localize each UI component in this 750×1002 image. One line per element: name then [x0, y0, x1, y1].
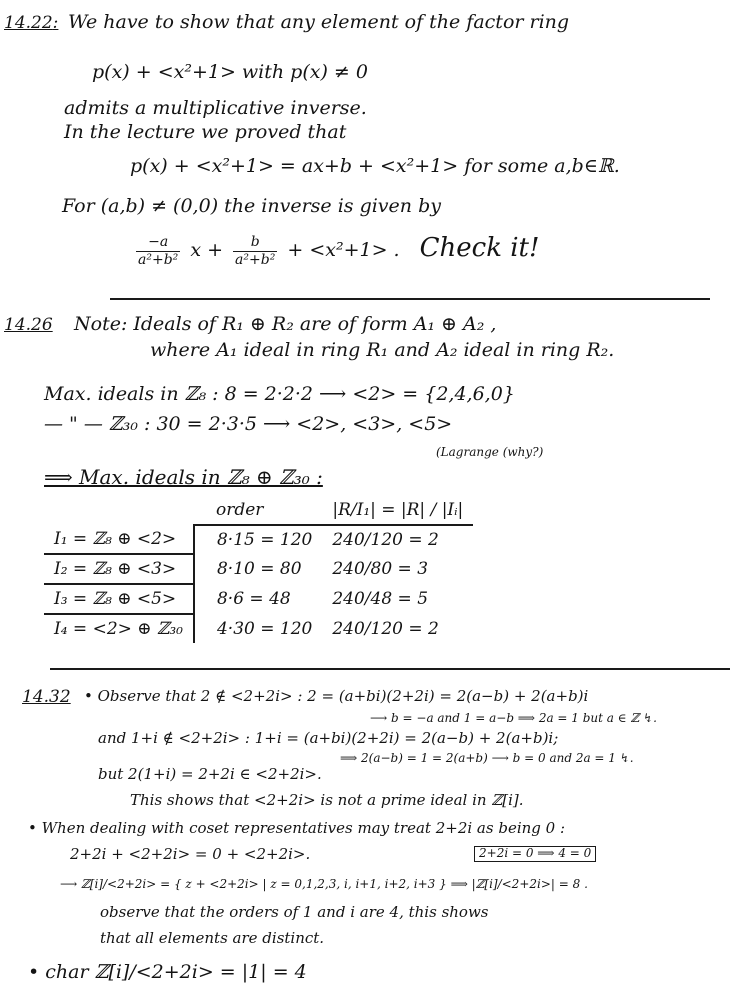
- exercise-number-1422: 14.22:: [4, 13, 59, 33]
- table-cell-order: 4·30 = 120: [194, 614, 322, 643]
- ex1432-line-10: • char ℤ[i]/<2+2i> = |1| = 4: [28, 961, 307, 983]
- table-cell-order: 8·6 = 48: [194, 584, 322, 614]
- ex1432-line-9: that all elements are distinct.: [100, 929, 325, 947]
- ex1426-note-line-1: Note: Ideals of R₁ ⊕ R₂ are of form A₁ ⊕ A₂ ,: [74, 313, 497, 335]
- table-cell-ideal: I₃ = ℤ₈ ⊕ <5>: [44, 584, 194, 614]
- ideals-table: [44, 496, 473, 643]
- divider-1: [110, 298, 710, 300]
- ex1422-inverse-formula: $\frac{-a}{\text{a²+b²}}$ x + $\frac{b}{\text{a²+b²}}$ + <x²+1> . Check it!: [138, 233, 540, 268]
- ex1432-line-3: but 2(1+i) = 2+2i ∈ <2+2i>.: [98, 765, 322, 783]
- fraction-1: $\frac{-a}{\text{a²+b²}}$: [138, 234, 179, 268]
- ex1432-line-8: observe that the orders of 1 and i are 4, this shows: [100, 903, 489, 921]
- ex1432-line-5: • When dealing with coset representatives may treat 2+2i as being 0 :: [28, 819, 566, 837]
- table-row: [44, 525, 473, 554]
- table-cell-order: 8·10 = 80: [194, 554, 322, 584]
- ex1422-line-5: p(x) + <x²+1> = ax+b + <x²+1> for some a,b∈ℝ.: [130, 155, 620, 177]
- ex1432-line-7: ⟶ ℤ[i]/<2+2i> = { z + <2+2i> | z = 0,1,2,3, i, i+1, i+2, i+3 } ⟹ |ℤ[i]/<2+2i>| = 8 .: [60, 877, 588, 891]
- table-row: [44, 584, 473, 614]
- divider-2: [50, 668, 730, 670]
- ex1432-line-2: and 1+i ∉ <2+2i> : 1+i = (a+bi)(2+2i) = 2(a−b) + 2(a+b)i;: [98, 729, 559, 747]
- table-header-order: order: [194, 496, 322, 525]
- table-cell-order: 8·15 = 120: [194, 525, 322, 554]
- ex1422-line-2: p(x) + <x²+1> with p(x) ≠ 0: [92, 61, 368, 83]
- ex1432-line-2b: ⟹ 2(a−b) = 1 = 2(a+b) ⟶ b = 0 and 2a = 1 ↯.: [340, 751, 634, 765]
- ex1432-line-4: This shows that <2+2i> is not a prime ideal in ℤ[i].: [130, 791, 524, 809]
- ex1422-line-1: We have to show that any element of the factor ring: [68, 11, 570, 33]
- ex1432-line-1: • Observe that 2 ∉ <2+2i> : 2 = (a+bi)(2+2i) = 2(a−b) + 2(a+b)i: [84, 687, 589, 705]
- ex1422-line-6: For (a,b) ≠ (0,0) the inverse is given by: [62, 195, 441, 217]
- table-header-row: [44, 496, 473, 525]
- lagrange-note: (Lagrange (why?): [436, 445, 544, 459]
- ex1426-note-line-2: where A₁ ideal in ring R₁ and A₂ ideal in ring R₂.: [150, 339, 615, 361]
- ex1432-line-6: 2+2i + <2+2i> = 0 + <2+2i>.: [70, 845, 311, 863]
- table-header-quotient: |R/I₁| = |R| / |Iᵢ|: [322, 496, 473, 525]
- ex1422-line-3: admits a multiplicative inverse.: [64, 97, 367, 119]
- table-header-ideal: [44, 496, 194, 525]
- boxed-note: 2+2i = 0 ⟹ 4 = 0: [474, 846, 596, 862]
- table-cell-quotient: 240/80 = 3: [332, 559, 429, 579]
- table-row: [44, 554, 473, 584]
- fraction-2: $\frac{b}{\text{a²+b²}}$: [235, 234, 276, 268]
- exercise-number-1432: 14.32: [22, 687, 71, 707]
- check-it-note: Check it!: [419, 233, 540, 263]
- ex1426-heading: ⟹ Max. ideals in ℤ₈ ⊕ ℤ₃₀ :: [44, 465, 323, 489]
- exercise-number-1426: 14.26: [4, 315, 53, 335]
- table-cell-ideal: I₄ = <2> ⊕ ℤ₃₀: [54, 619, 183, 639]
- table-cell-quotient: 240/48 = 5: [332, 589, 429, 609]
- ex1432-line-1b: ⟶ b = −a and 1 = a−b ⟹ 2a = 1 but a ∈ ℤ ↯.: [370, 711, 657, 725]
- ex1426-max-ideals-z8: Max. ideals in ℤ₈ : 8 = 2·2·2 ⟶ <2> = {2,4,6,0}: [44, 383, 515, 405]
- table-cell-quotient: 240/120 = 2: [332, 530, 439, 550]
- ex1422-line-4: In the lecture we proved that: [64, 121, 347, 143]
- table-cell-ideal: I₁ = ℤ₈ ⊕ <2>: [44, 525, 194, 554]
- table-cell-ideal: I₂ = ℤ₈ ⊕ <3>: [44, 554, 194, 584]
- table-row: [44, 614, 473, 643]
- ex1426-max-ideals-z30: — " — ℤ₃₀ : 30 = 2·3·5 ⟶ <2>, <3>, <5>: [44, 413, 453, 435]
- table-cell-quotient: 240/120 = 2: [332, 618, 439, 639]
